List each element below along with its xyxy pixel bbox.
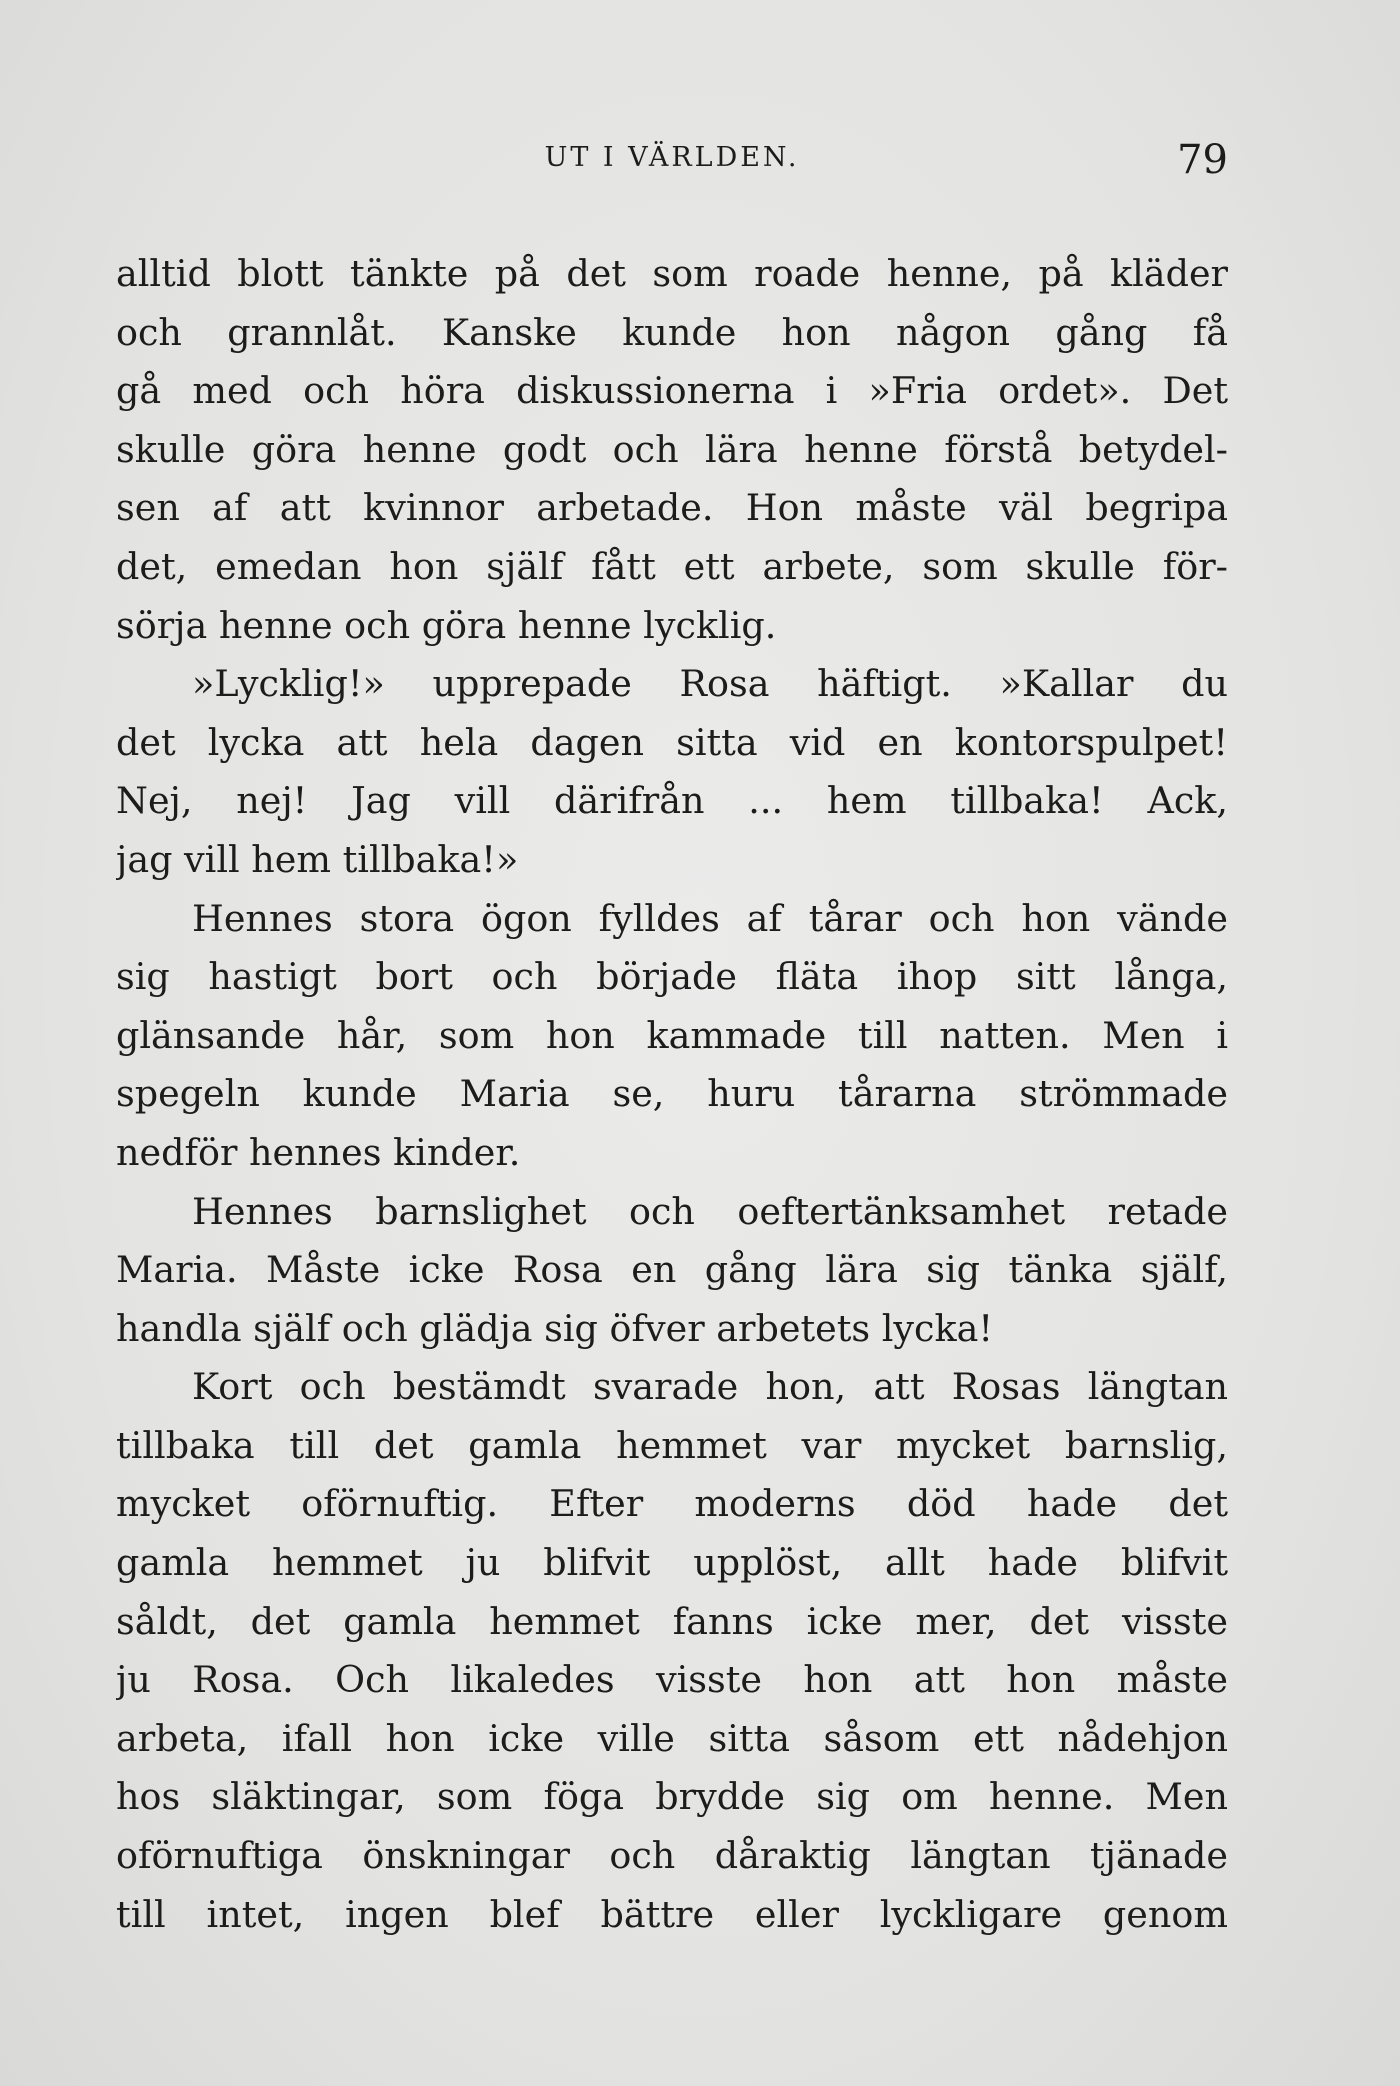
text-line: och grannlåt. Kanske kunde hon någon gång få	[116, 310, 1228, 354]
page-header	[116, 138, 1228, 188]
text-line: det lycka att hela dagen sitta vid en kontorspulpet!	[116, 720, 1228, 764]
text-line: arbeta, ifall hon icke ville sitta såsom ett nådehjon	[116, 1716, 1228, 1760]
text-line: jag vill hem tillbaka!»	[116, 837, 519, 881]
text-line: mycket oförnuftig. Efter moderns död hade det	[116, 1482, 1228, 1526]
text-line: till intet, ingen blef bättre eller lyckligare genom	[116, 1892, 1228, 1936]
text-line: glänsande hår, som hon kammade till natten. Men i	[116, 1013, 1228, 1057]
text-line: Maria. Måste icke Rosa en gång lära sig tänka själf,	[116, 1248, 1228, 1292]
text-line: gamla hemmet ju blifvit upplöst, allt hade blifvit	[116, 1541, 1228, 1585]
text-line: Nej, nej! Jag vill därifrån ... hem tillbaka! Ack,	[116, 779, 1228, 823]
text-line: det, emedan hon själf fått ett arbete, som skulle för-	[116, 544, 1228, 588]
text-line: hos släktingar, som föga brydde sig om henne. Men	[116, 1775, 1228, 1819]
text-line: ju Rosa. Och likaledes visste hon att hon måste	[116, 1658, 1228, 1702]
text-line: sen af att kvinnor arbetade. Hon måste väl begripa	[116, 486, 1228, 530]
text-line: oförnuftiga önskningar och dåraktig längtan tjänade	[116, 1834, 1228, 1878]
text-line: »Lycklig!» upprepade Rosa häftigt. »Kallar du	[192, 662, 1228, 706]
text-line: alltid blott tänkte på det som roade henne, på kläder	[116, 252, 1228, 295]
text-line: nedför hennes kinder.	[116, 1130, 521, 1174]
text-line: skulle göra henne godt och lära henne förstå betydel-	[116, 427, 1228, 471]
text-line: sörja henne och göra henne lycklig.	[116, 603, 777, 647]
body-text	[116, 245, 1228, 1944]
text-line: Hennes barnslighet och oeftertänksamhet retade	[192, 1189, 1228, 1233]
page-number: 79	[1177, 137, 1228, 183]
text-line: Hennes stora ögon fylldes af tårar och hon vände	[192, 896, 1228, 940]
text-line: såldt, det gamla hemmet fanns icke mer, det visste	[116, 1599, 1228, 1643]
text-line: gå med och höra diskussionerna i »Fria ordet». Det	[116, 369, 1228, 413]
text-line: handla själf och glädja sig öfver arbetets lycka!	[116, 1306, 993, 1350]
running-title: UT I VÄRLDEN.	[544, 142, 800, 173]
text-line: sig hastigt bort och började fläta ihop sitt långa,	[116, 955, 1228, 999]
text-line: Kort och bestämdt svarade hon, att Rosas längtan	[192, 1365, 1228, 1409]
text-line: spegeln kunde Maria se, huru tårarna strömmade	[116, 1072, 1228, 1116]
text-line: tillbaka till det gamla hemmet var mycket barnslig,	[116, 1423, 1228, 1467]
